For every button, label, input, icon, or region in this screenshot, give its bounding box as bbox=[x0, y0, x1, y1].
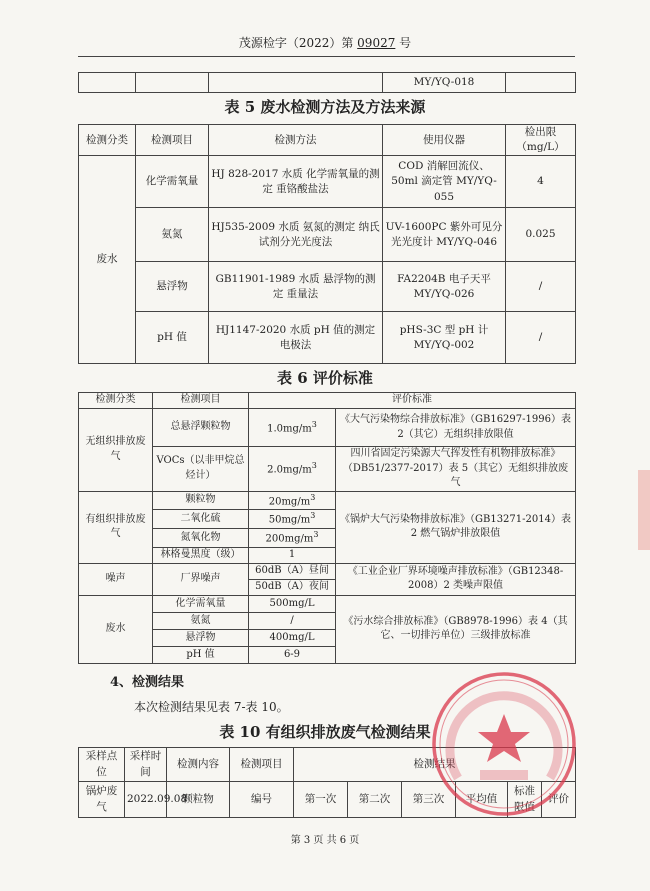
t6-item: 氨氮 bbox=[153, 612, 249, 629]
prev-cell bbox=[136, 73, 209, 93]
t6-value: 50dB（A）夜间 bbox=[249, 579, 336, 595]
t5-header-item: 检测项目 bbox=[136, 125, 209, 156]
prev-cell bbox=[209, 73, 383, 93]
t5-limit: / bbox=[506, 262, 576, 312]
t6-standard-wastewater: 《污水综合排放标准》（GB8978-1996）表 4（其它、一切排污单位）三级排放标准 bbox=[336, 595, 576, 663]
t6-item: pH 值 bbox=[153, 646, 249, 663]
t6-item: 厂界噪声 bbox=[153, 563, 249, 595]
page-footer: 第 3 页 共 6 页 bbox=[290, 835, 360, 846]
page-edge-seal-mark bbox=[638, 470, 650, 550]
t6-category-noise: 噪声 bbox=[79, 563, 153, 595]
t5-category: 废水 bbox=[79, 156, 136, 364]
t5-header-instrument: 使用仪器 bbox=[383, 125, 506, 156]
section-body: 本次检测结果见表 7-表 10。 bbox=[134, 700, 289, 714]
t6-value-text: 20mg/m bbox=[268, 495, 311, 507]
t6-value-sup: 3 bbox=[310, 511, 316, 521]
t10-col-first: 第一次 bbox=[294, 782, 348, 818]
t6-value-sup: 3 bbox=[310, 492, 316, 502]
t5-limit: / bbox=[506, 312, 576, 364]
t6-value bbox=[249, 510, 336, 529]
t10-content: 颗粒物 bbox=[167, 782, 230, 818]
t5-item: 化学需氧量 bbox=[136, 156, 209, 208]
t5-method: HJ 828-2017 水质 化学需氧量的测定 重铬酸盐法 bbox=[209, 156, 383, 208]
t5-limit: 0.025 bbox=[506, 208, 576, 262]
t6-item: 林格曼黑度（级） bbox=[153, 547, 249, 563]
t10-col-evaluation: 评价 bbox=[542, 782, 576, 818]
t6-value-text: 50mg/m bbox=[268, 514, 311, 526]
t5-method: HJ1147-2020 水质 pH 值的测定 电极法 bbox=[209, 312, 383, 364]
t6-value bbox=[249, 529, 336, 548]
table6 bbox=[78, 392, 576, 664]
t5-item: 悬浮物 bbox=[136, 262, 209, 312]
t6-item: 氮氧化物 bbox=[153, 529, 249, 548]
t6-value-text: 200mg/m bbox=[265, 533, 314, 545]
prev-device-id: MY/YQ-018 bbox=[383, 73, 506, 93]
t10-header-item: 检测项目 bbox=[230, 748, 294, 782]
t6-value-sup: 3 bbox=[311, 460, 317, 470]
t10-col-id: 编号 bbox=[230, 782, 294, 818]
t6-item: 化学需氧量 bbox=[153, 595, 249, 612]
t6-item: VOCs（以非甲烷总烃计） bbox=[153, 447, 249, 492]
t5-header-category: 检测分类 bbox=[79, 125, 136, 156]
t6-value-sup: 3 bbox=[313, 530, 319, 540]
t6-value-text: 2.0mg/m bbox=[267, 464, 312, 476]
table6-caption: 表 6 评价标准 bbox=[277, 369, 373, 387]
t6-category-wastewater: 废水 bbox=[79, 595, 153, 663]
t6-standard: 四川省固定污染源大气挥发性有机物排放标准》（DB51/2377-2017）表 5（其它）无组织排放废气 bbox=[336, 447, 576, 492]
doc-number: 09027 bbox=[357, 36, 396, 50]
t5-instrument: pHS-3C 型 pH 计 MY/YQ-002 bbox=[383, 312, 506, 364]
previous-table-tail bbox=[78, 72, 576, 93]
t10-col-third: 第三次 bbox=[402, 782, 456, 818]
t6-item: 二氧化硫 bbox=[153, 510, 249, 529]
document-number bbox=[0, 34, 650, 51]
t6-value: 6-9 bbox=[249, 646, 336, 663]
t10-point: 锅炉废气 bbox=[79, 782, 125, 818]
t6-value bbox=[249, 409, 336, 447]
t5-header-method: 检测方法 bbox=[209, 125, 383, 156]
t10-header-content: 检测内容 bbox=[167, 748, 230, 782]
t5-instrument: FA2204B 电子天平 MY/YQ-026 bbox=[383, 262, 506, 312]
t6-value: 500mg/L bbox=[249, 595, 336, 612]
t10-time: 2022.09.08 bbox=[125, 782, 167, 818]
t5-method: HJ535-2009 水质 氨氮的测定 纳氏试剂分光光度法 bbox=[209, 208, 383, 262]
t6-item: 悬浮物 bbox=[153, 629, 249, 646]
t6-value: 1 bbox=[249, 547, 336, 563]
t5-limit: 4 bbox=[506, 156, 576, 208]
doc-number-suffix: 号 bbox=[395, 36, 412, 50]
table5 bbox=[78, 124, 576, 364]
t10-header-result: 检测结果 bbox=[294, 748, 576, 782]
t10-header-time: 采样时间 bbox=[125, 748, 167, 782]
t10-col-average: 平均值 bbox=[456, 782, 508, 818]
t6-category-unorganized: 无组织排放废气 bbox=[79, 409, 153, 492]
t6-item: 颗粒物 bbox=[153, 491, 249, 510]
t6-value bbox=[249, 447, 336, 492]
t6-standard-boiler: 《锅炉大气污染物排放标准》（GB13271-2014）表 2 燃气锅炉排放限值 bbox=[336, 491, 576, 563]
t10-col-limit: 标准限值 bbox=[508, 782, 542, 818]
t5-method: GB11901-1989 水质 悬浮物的测定 重量法 bbox=[209, 262, 383, 312]
seal-star bbox=[478, 714, 530, 762]
seal-bottom-band bbox=[480, 770, 528, 780]
t5-item: pH 值 bbox=[136, 312, 209, 364]
prev-cell bbox=[79, 73, 136, 93]
t6-value-text: 1.0mg/m bbox=[267, 422, 312, 434]
doc-number-prefix: 茂源检字（2022）第 bbox=[238, 36, 358, 50]
t6-category-organized: 有组织排放废气 bbox=[79, 491, 153, 563]
section-title: 4、检测结果 bbox=[110, 675, 185, 690]
t6-header-category: 检测分类 bbox=[79, 393, 153, 409]
t6-value-sup: 3 bbox=[311, 419, 317, 429]
t6-header-item: 检测项目 bbox=[153, 393, 249, 409]
header-rule bbox=[78, 56, 575, 57]
t5-instrument: COD 消解回流仪、50ml 滴定管 MY/YQ-055 bbox=[383, 156, 506, 208]
t10-col-second: 第二次 bbox=[348, 782, 402, 818]
seal-stamp bbox=[430, 670, 578, 818]
t10-header-point: 采样点位 bbox=[79, 748, 125, 782]
t6-value: 400mg/L bbox=[249, 629, 336, 646]
t6-header-standard: 评价标准 bbox=[249, 393, 576, 409]
t6-item: 总悬浮颗粒物 bbox=[153, 409, 249, 447]
table10-caption: 表 10 有组织排放废气检测结果 bbox=[219, 723, 431, 741]
t6-value: / bbox=[249, 612, 336, 629]
t6-value bbox=[249, 491, 336, 510]
t5-header-limit: 检出限（mg/L） bbox=[506, 125, 576, 156]
t6-standard: 《大气污染物综合排放标准》（GB16297-1996）表 2（其它）无组织排放限值 bbox=[336, 409, 576, 447]
t5-instrument: UV-1600PC 紫外可见分光光度计 MY/YQ-046 bbox=[383, 208, 506, 262]
t6-standard-noise: 《工业企业厂界环境噪声排放标准》（GB12348-2008）2 类噪声限值 bbox=[336, 563, 576, 595]
table5-caption: 表 5 废水检测方法及方法来源 bbox=[224, 98, 426, 116]
prev-cell bbox=[506, 73, 576, 93]
t5-item: 氨氮 bbox=[136, 208, 209, 262]
t6-value: 60dB（A）昼间 bbox=[249, 563, 336, 579]
